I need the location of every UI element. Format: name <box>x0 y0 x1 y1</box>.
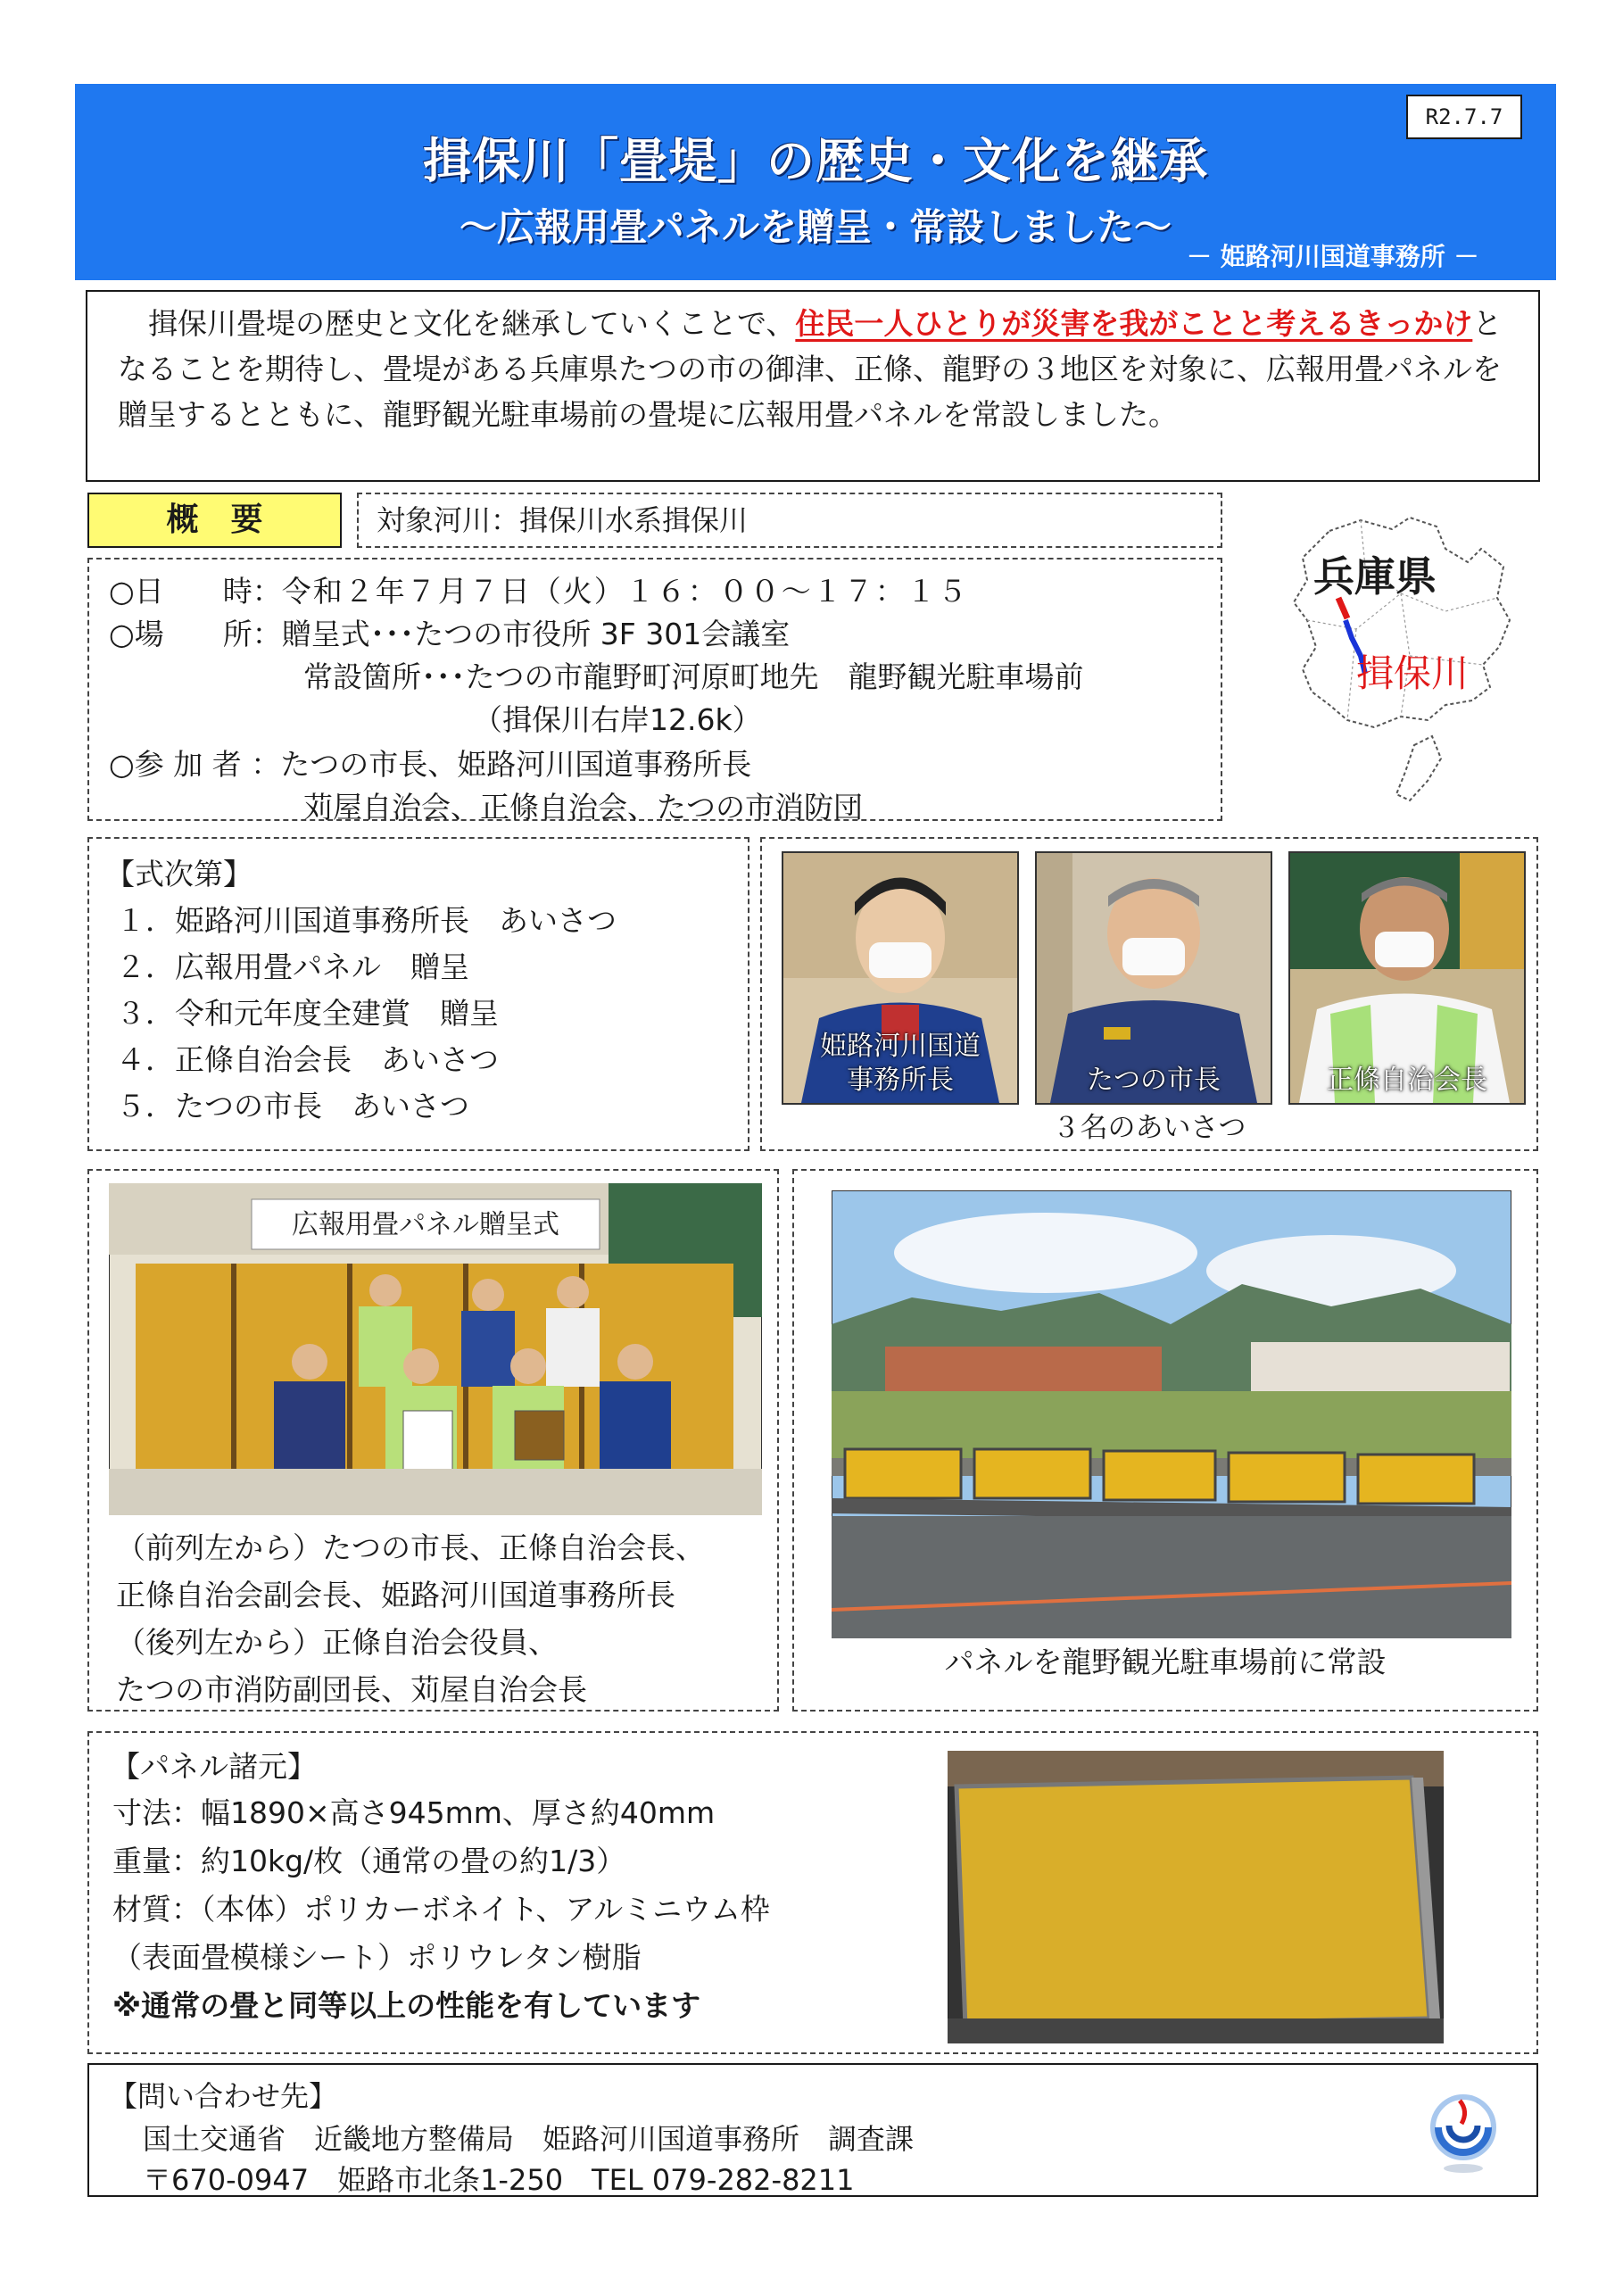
installed-box <box>792 1169 1538 1712</box>
datetime-label: ○日 時： <box>109 574 282 609</box>
spec-material-1: 材質：（本体）ポリカーボネイト、アルミニウム枠 <box>112 1892 770 1927</box>
caption-line: たつの市消防副団長、苅屋自治会長 <box>116 1672 587 1707</box>
participants-value-2: 苅屋自治会、正條自治会、たつの市消防団 <box>303 790 863 825</box>
place-row <box>109 611 790 653</box>
place-value-1: 贈呈式･･･たつの市役所 3F 301会議室 <box>281 617 791 651</box>
intro-text-1: 揖保川畳堤の歴史と文化を継承していくことで、 <box>148 306 796 341</box>
place-value-2: 常設箇所･･･たつの市龍野町河原町地先 龍野観光駐車場前 <box>303 659 1084 694</box>
contact-box <box>87 2063 1538 2197</box>
participants-row <box>109 742 751 783</box>
target-river: 対象河川：揖保川水系揖保川 <box>357 493 1222 548</box>
intro-box <box>86 290 1540 482</box>
installed-caption: パネルを龍野観光駐車場前に常設 <box>944 1645 1387 1679</box>
office-name: － 姫路河川国道事務所 － <box>1187 242 1479 271</box>
speaker-photo-director <box>782 851 1019 1105</box>
spec-note: ※通常の畳と同等以上の性能を有しています <box>112 1988 701 2023</box>
speakers-caption: ３名のあいさつ <box>1052 1112 1246 1144</box>
intro-emphasis: 住民一人ひとりが災害を我がことと考えるきっかけ <box>795 306 1473 341</box>
contact-heading: 【問い合わせ先】 <box>109 2079 338 2113</box>
program-item: １．姫路河川国道事務所長 あいさつ <box>116 903 617 938</box>
page-title: 揖保川「畳堤」の歴史・文化を継承 <box>423 133 1208 189</box>
overview-label: 概要 <box>87 493 342 548</box>
speaker-caption: 姫路河川国道 事務所長 <box>820 1031 981 1096</box>
page-subtitle: ～広報用畳パネルを贈呈・常設しました～ <box>459 205 1172 249</box>
ceremony-caption <box>116 1524 794 1713</box>
speaker-photo-chairman <box>1288 851 1526 1105</box>
tatami-panels <box>845 1449 1474 1504</box>
installed-photo <box>832 1190 1511 1638</box>
date-badge: R2.7.7 <box>1406 95 1522 139</box>
specs-box <box>87 1731 1538 2054</box>
spec-size: 寸法：幅1890×高さ945mm、厚さ約40mm <box>112 1795 716 1830</box>
datetime-row <box>109 568 969 610</box>
place-value-3: （揖保川右岸12.6k） <box>473 702 762 737</box>
awaji-island <box>1396 736 1441 800</box>
specs-heading: 【パネル諸元】 <box>111 1749 317 1784</box>
caption-line: （前列左から）たつの市長、正條自治会長、 <box>116 1530 705 1565</box>
caption-line: 正條自治会副会長、姫路河川国道事務所長 <box>116 1578 675 1612</box>
ceremony-photo <box>109 1183 762 1515</box>
overview-details <box>87 558 1222 825</box>
place-label: ○場 所： <box>109 617 282 651</box>
map-river-label: 揖保川 <box>1356 651 1470 695</box>
speaker-photo-mayor <box>1035 851 1272 1105</box>
panel-photo <box>948 1751 1444 2043</box>
ceremony-sign: 広報用畳パネル贈呈式 <box>292 1209 559 1240</box>
speaker-caption: 正條自治会長 <box>1327 1065 1487 1096</box>
intro-text-2: となることを期待し、畳堤がある兵庫県たつの市の御津、正條、龍野の３地区を対象に、広報用畳パネルを贈呈するとともに、龍野観光駐車場前の畳堤に広報用畳パネルを常設しました。 <box>118 306 1503 432</box>
people-back <box>359 1274 600 1387</box>
contact-org: 国土交通省 近畿地方整備局 姫路河川国道事務所 調査課 <box>143 2122 915 2156</box>
program-item: ２．広報用畳パネル 贈呈 <box>116 949 469 984</box>
program-item: ３．令和元年度全建賞 贈呈 <box>116 996 499 1031</box>
mlit-logo-icon <box>1419 2090 1508 2176</box>
program-item: ５．たつの市長 あいさつ <box>116 1089 469 1123</box>
map-prefecture-label: 兵庫県 <box>1313 552 1437 601</box>
spec-weight: 重量：約10kg/枚（通常の畳の約1/3） <box>112 1844 626 1878</box>
program-heading: 【式次第】 <box>105 857 253 891</box>
participants-value-1: たつの市長、姫路河川国道事務所長 <box>280 747 752 782</box>
program-box <box>87 837 749 1151</box>
datetime-value: 令和２年７月７日（火）１６：００～１７：１５ <box>281 574 969 609</box>
spec-material-2: （表面畳模様シート）ポリウレタン樹脂 <box>112 1940 642 1975</box>
speaker-caption: たつの市長 <box>1087 1065 1221 1096</box>
contact-address: 〒670-0947 姫路市北条1-250 TEL 079-282-8211 <box>143 2163 855 2197</box>
caption-line: （後列左から）正條自治会役員、 <box>116 1625 558 1660</box>
program-item: ４．正條自治会長 あいさつ <box>116 1042 499 1077</box>
participants-label: ○参 加 者 ： <box>109 747 281 782</box>
